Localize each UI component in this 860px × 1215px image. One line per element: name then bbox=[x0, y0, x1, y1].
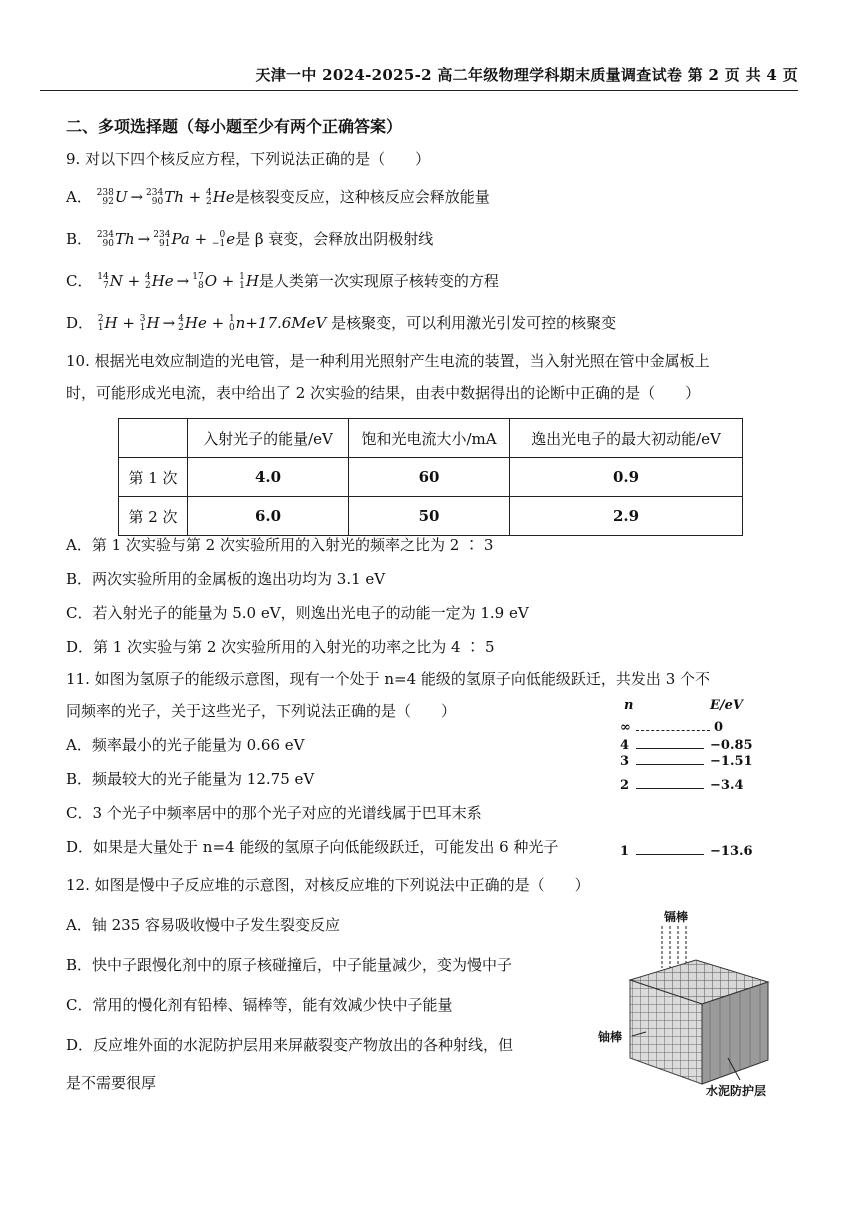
q12-option-d-continued: 是不需要很厚 bbox=[66, 1074, 157, 1092]
q9-option-a: A． 238 92 U → 234 90 Th + 4 2 He是核裂变反应，这种核反应会释放能量 bbox=[66, 188, 490, 207]
q10-stem-line1: 10. 根据光电效应制造的光电管，是一种利用光照射产生电流的装置，当入射光照在管中金属板上 bbox=[66, 352, 710, 370]
q9-stem: 9. 对以下四个核反应方程，下列说法正确的是（ ） bbox=[66, 150, 431, 168]
reactor-core-drawing bbox=[600, 908, 790, 1098]
table-cell: 2.9 bbox=[510, 497, 743, 536]
cadmium-rod-label: 镉棒 bbox=[664, 910, 689, 924]
reactor-figure bbox=[600, 908, 790, 1098]
q12-option-a: A．铀 235 容易吸收慢中子发生裂变反应 bbox=[66, 916, 341, 934]
table-header-row bbox=[119, 419, 743, 458]
level-n-label: 2 bbox=[620, 778, 630, 793]
table-header-cell: 逸出光电子的最大初动能/eV bbox=[510, 419, 743, 458]
table-header-cell: 饱和光电流大小/mA bbox=[349, 419, 510, 458]
level-energy-label: −1.51 bbox=[710, 754, 753, 769]
q9-option-c: C． 14 7 N + 4 2 He → 17 8 O + 1 1 H是人类第一次实现原子核转变的方程 bbox=[66, 272, 499, 291]
q11-option-a: A．频率最小的光子能量为 0.66 eV bbox=[66, 736, 305, 754]
energy-level-line bbox=[636, 854, 704, 855]
q10-option-c: C．若入射光子的能量为 5.0 eV，则逸出光电子的动能一定为 1.9 eV bbox=[66, 604, 529, 622]
table-cell: 6.0 bbox=[188, 497, 349, 536]
q12-option-d: D．反应堆外面的水泥防护层用来屏蔽裂变产物放出的各种射线，但 bbox=[66, 1036, 514, 1054]
energy-level-line bbox=[636, 764, 704, 765]
level-energy-label: −0.85 bbox=[710, 738, 753, 753]
energy-level-line bbox=[636, 788, 704, 789]
table-cell: 第 2 次 bbox=[119, 497, 188, 536]
page-header bbox=[40, 60, 798, 91]
q9-b-equation: 234 90 Th → 234 91 Pa + 0 −1 e bbox=[96, 230, 236, 249]
table-row bbox=[119, 497, 743, 536]
q11-option-c: C．3 个光子中频率居中的那个光子对应的光谱线属于巴耳末系 bbox=[66, 804, 482, 822]
q10-option-a: A．第 1 次实验与第 2 次实验所用的入射光的频率之比为 2 ∶ 3 bbox=[66, 536, 494, 554]
q10-option-b: B．两次实验所用的金属板的逸出功均为 3.1 eV bbox=[66, 570, 386, 588]
concrete-shield-label: 水泥防护层 bbox=[706, 1084, 767, 1098]
table-row bbox=[119, 458, 743, 497]
level-energy-label: −3.4 bbox=[710, 778, 744, 793]
energy-axis-label: E/eV bbox=[710, 698, 744, 713]
q11-option-d: D．如果是大量处于 n=4 能级的氢原子向低能级跃迁，可能发出 6 种光子 bbox=[66, 838, 559, 856]
table-header-cell bbox=[119, 419, 188, 458]
q9-c-equation: 14 7 N + 4 2 He → 17 8 O + 1 1 H bbox=[97, 272, 259, 291]
table-cell: 第 1 次 bbox=[119, 458, 188, 497]
table-cell: 4.0 bbox=[188, 458, 349, 497]
q11-stem-line1: 11. 如图为氢原子的能级示意图，现有一个处于 n=4 能级的氢原子向低能级跃迁，共发出 3 个不 bbox=[66, 670, 711, 688]
q10-option-d: D．第 1 次实验与第 2 次实验所用的入射光的功率之比为 4 ∶ 5 bbox=[66, 638, 495, 656]
level-n-label: 4 bbox=[620, 738, 630, 753]
header-text: 天津一中 2024-2025-2 高二年级物理学科期末质量调查试卷 第 2 页 共 4 页 bbox=[255, 66, 798, 84]
q11-stem-line2: 同频率的光子，关于这些光子，下列说法正确的是（ ） bbox=[66, 702, 457, 720]
level-energy-label: −13.6 bbox=[710, 844, 753, 859]
q9-option-b: B． 234 90 Th → 234 91 Pa + 0 −1 e是 β 衰变，会释放出阴极射线 bbox=[66, 230, 434, 249]
section-title: 二、多项选择题（每小题至少有两个正确答案） bbox=[66, 117, 403, 136]
energy-level-line bbox=[636, 748, 704, 749]
q9-d-equation: 2 1 H + 3 1 H → 4 2 He + 1 0 n+17.6MeV bbox=[97, 314, 327, 333]
table-cell: 50 bbox=[349, 497, 510, 536]
energy-level-line bbox=[636, 730, 710, 731]
q9-a-equation: 238 92 U → 234 90 Th + 4 2 He bbox=[96, 188, 235, 207]
q10-stem-line2: 时，可能形成光电流，表中给出了 2 次实验的结果，由表中数据得出的论断中正确的是（ ） bbox=[66, 384, 701, 402]
table-header-cell: 入射光子的能量/eV bbox=[188, 419, 349, 458]
q10-data-table bbox=[118, 418, 743, 536]
table-cell: 0.9 bbox=[510, 458, 743, 497]
level-n-label: 3 bbox=[620, 754, 630, 769]
q12-option-b: B．快中子跟慢化剂中的原子核碰撞后，中子能量减少，变为慢中子 bbox=[66, 956, 513, 974]
level-n-label: ∞ bbox=[620, 720, 631, 735]
q9-option-d: D． 2 1 H + 3 1 H → 4 2 He + 1 0 n+17.6MeV 是核聚变，可以利用激光引发可控的核聚变 bbox=[66, 314, 617, 333]
table-cell: 60 bbox=[349, 458, 510, 497]
q12-option-c: C．常用的慢化剂有铅棒、镉棒等，能有效减少快中子能量 bbox=[66, 996, 453, 1014]
n-axis-label: n bbox=[624, 698, 634, 713]
hydrogen-energy-level-diagram bbox=[620, 698, 770, 868]
uranium-rod-label: 铀棒 bbox=[598, 1030, 623, 1044]
level-n-label: 1 bbox=[620, 844, 630, 859]
level-energy-label: 0 bbox=[714, 720, 724, 735]
q11-option-b: B．频最较大的光子能量为 12.75 eV bbox=[66, 770, 315, 788]
q12-stem: 12. 如图是慢中子反应堆的示意图，对核反应堆的下列说法中正确的是（ ） bbox=[66, 876, 590, 894]
